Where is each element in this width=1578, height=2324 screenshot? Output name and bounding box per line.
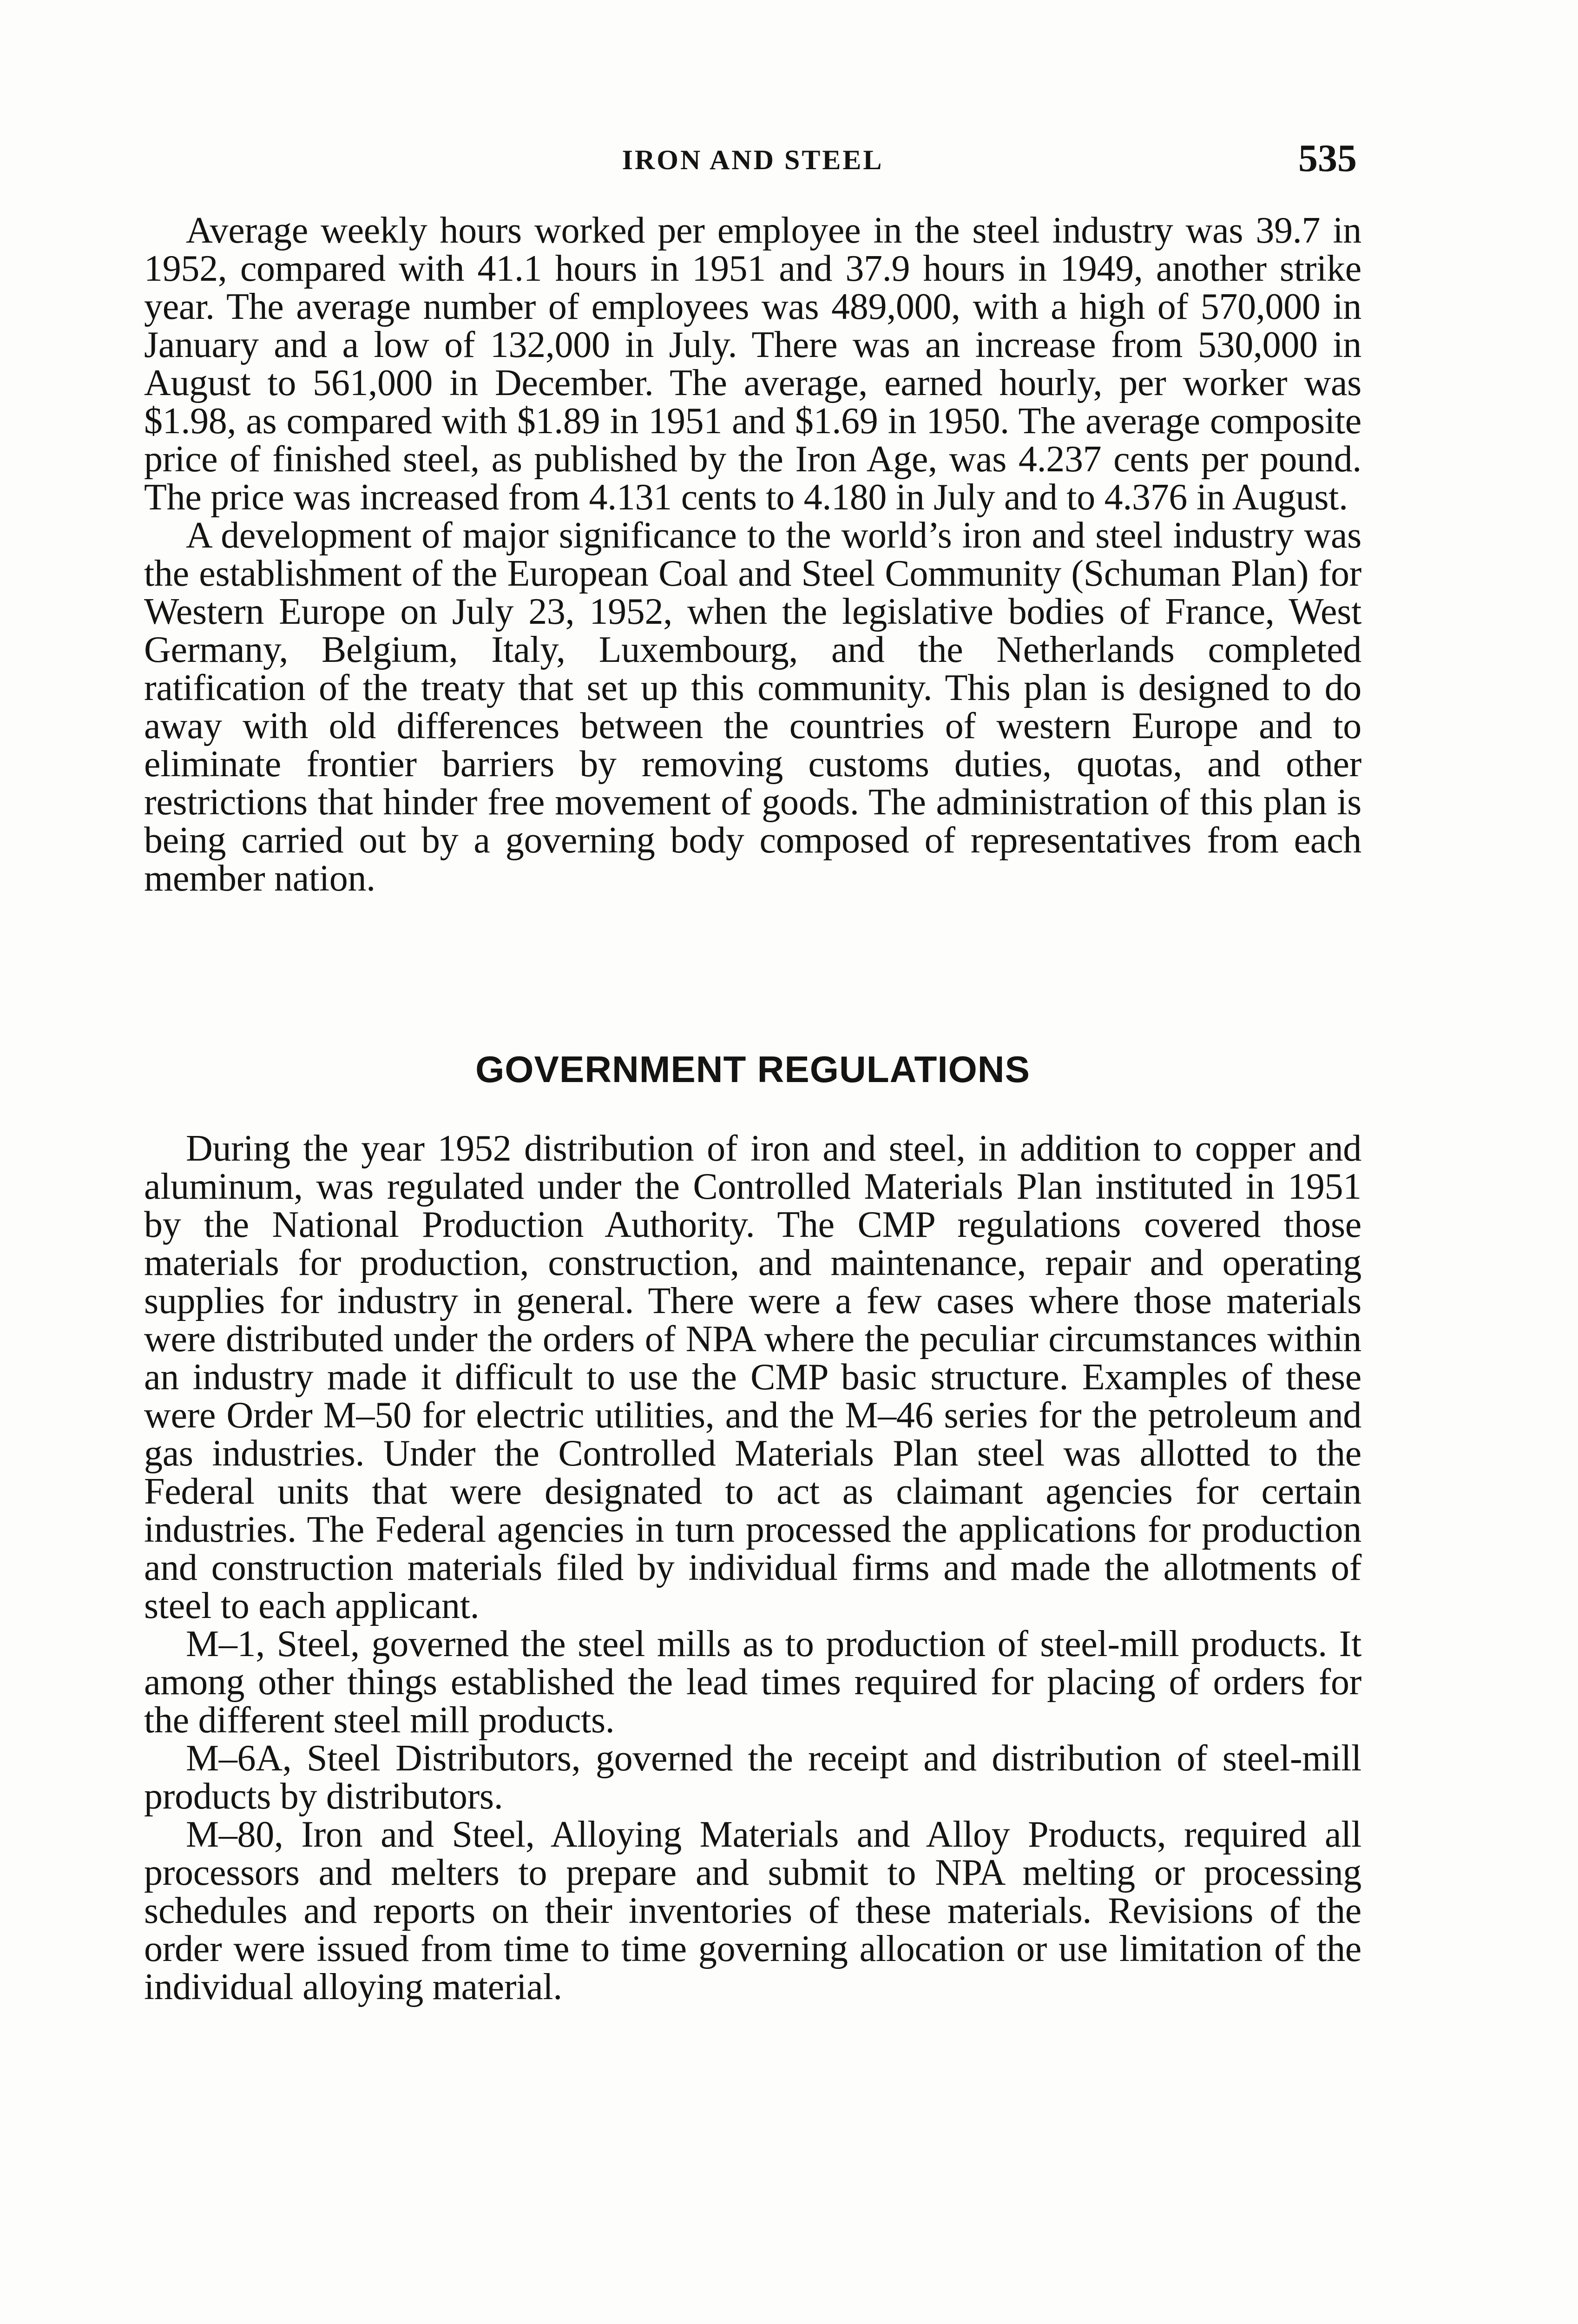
intro-text-block xyxy=(144,211,1361,898)
paragraph-m6a: M–6A, Steel Distributors, governed the receipt and distribution of steel-mill products by distributors. xyxy=(144,1738,1361,1817)
paragraph-cmp: During the year 1952 distribution of iron and steel, in addition to copper and aluminum, was regulated under the Controlled Materials Plan instituted in 1951 by the National Production Authority. The CMP regulations covered those materials for production, construction, and maintenance, repair and operating supplies for industry in general. There were a few cases where those materials were distributed under the orders of NPA where the peculiar circumstances within an industry made it difficult to use the CMP basic structure. Examples of these were Order M–50 for electric utilities, and the M–46 series for the petroleum and gas industries. Under the Controlled Materials Plan steel was allotted to the Federal units that were designated to act as claimant agencies for certain industries. The Federal agencies in turn processed the applications for production and construction materials filed by individual firms and made the allotments of steel to each applicant. xyxy=(144,1128,1361,1626)
paragraph-employment-stats: Average weekly hours worked per employee in the steel industry was 39.7 in 1952, compared with 41.1 hours in 1951 and 37.9 hours in 1949, another strike year. The average number of employees was 489,000, with a high of 570,000 in January and a low of 132,000 in July. There was an increase from 530,000 in August to 561,000 in December. The average, earned hourly, per worker was $1.98, as compared with $1.89 in 1951 and $1.69 in 1950. The average composite price of finished steel, as published by the Iron Age, was 4.237 cents per pound. The price was increased from 4.131 cents to 4.180 in July and to 4.376 in August. xyxy=(144,210,1361,518)
section-heading: GOVERNMENT REGULATIONS xyxy=(475,1049,1030,1090)
regulations-text-block xyxy=(144,1129,1361,2006)
paragraph-schuman-plan: A development of major significance to the world’s iron and steel industry was the establishment of the European Coal and Steel Community (Schuman Plan) for Western Europe on July 23, 1952, when the legislative bodies of France, West Germany, Belgium, Italy, Luxembourg, and the Netherlands completed ratification of the treaty that set up this community. This plan is designed to do away with old differences between the countries of western Europe and to eliminate frontier barriers by removing customs duties, quotas, and other restrictions that hinder free movement of goods. The administration of this plan is being carried out by a governing body composed of representatives from each member nation. xyxy=(144,515,1361,899)
page-number: 535 xyxy=(1298,137,1357,180)
running-title: IRON AND STEEL xyxy=(622,145,884,175)
running-head xyxy=(144,139,1361,191)
paragraph-m1: M–1, Steel, governed the steel mills as to production of steel-mill products. It among other things established the lead times required for placing of orders for the different steel mill products. xyxy=(144,1624,1361,1741)
paragraph-m80: M–80, Iron and Steel, Alloying Materials and Alloy Products, required all processors and melters to prepare and submit to NPA melting or processing schedules and reports on their inventories of these materials. Revisions of the order were issued from time to time governing allocation or use limitation of the individual alloying material. xyxy=(144,1814,1361,2007)
